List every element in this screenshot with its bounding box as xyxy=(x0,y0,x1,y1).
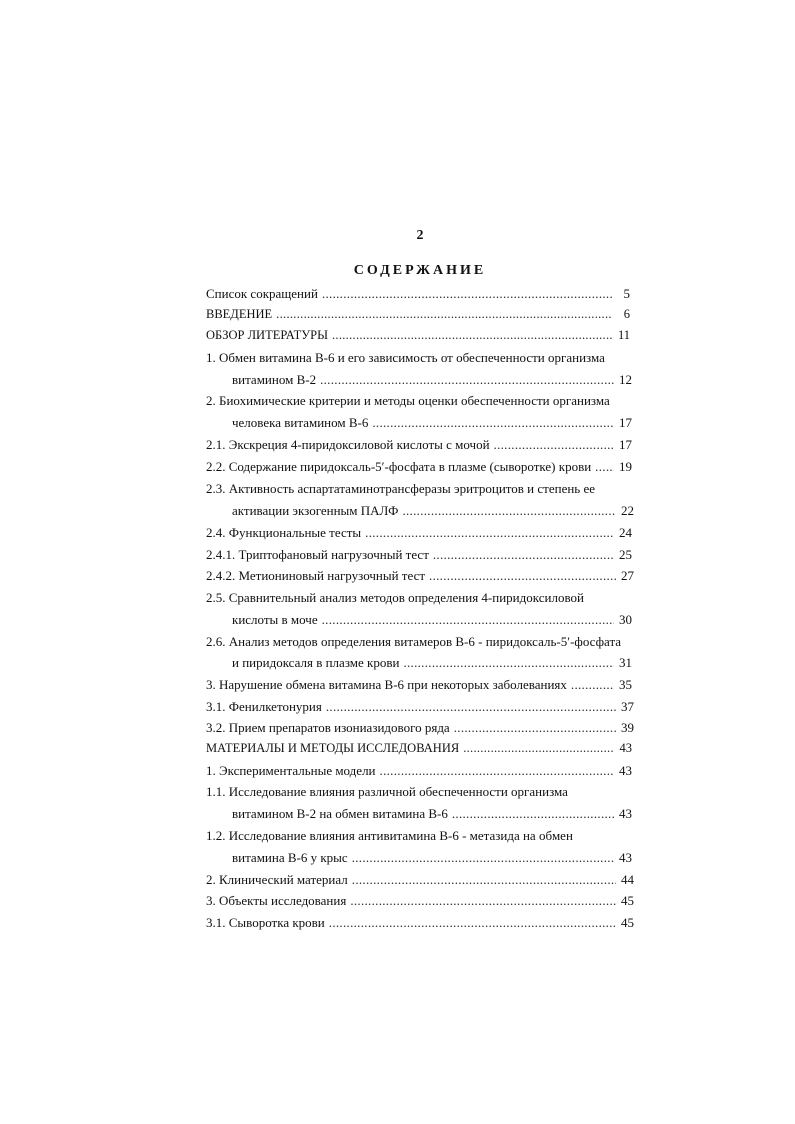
toc-leader-dots xyxy=(429,568,616,584)
toc-leader-dots xyxy=(380,763,614,779)
toc-entry xyxy=(232,806,632,824)
toc-entry-page: 6 xyxy=(623,307,630,321)
toc-leader-dots xyxy=(329,915,616,931)
toc-entry-page: 22 xyxy=(621,503,634,518)
toc-entry-page: 27 xyxy=(621,568,634,583)
toc-entry-title: 1. Экспериментальные модели xyxy=(206,763,376,778)
toc-leader-dots xyxy=(454,720,616,736)
page-number: 2 xyxy=(416,228,424,243)
toc-entry-first-line: 2.6. Анализ методов определения витамеров В-6 - пиридоксаль-5′-фосфата xyxy=(206,634,622,649)
toc-entry xyxy=(206,893,634,911)
toc-leader-dots xyxy=(494,437,614,453)
toc-leader-dots xyxy=(320,372,614,388)
toc-entry-page: 17 xyxy=(619,415,632,430)
toc-entry-title: МАТЕРИАЛЫ И МЕТОДЫ ИССЛЕДОВАНИЯ xyxy=(206,741,460,755)
toc-entry-page: 43 xyxy=(619,763,632,778)
toc-entry-first-line: 2.3. Активность аспартатаминотрансферазы эритроцитов и степень ее xyxy=(206,481,596,496)
toc-leader-dots xyxy=(571,677,614,693)
toc-leader-dots xyxy=(365,525,614,541)
toc-entry-page: 43 xyxy=(619,806,632,821)
toc-entry-title: активации экзогенным ПАЛФ xyxy=(232,503,399,518)
toc-entry-title: 3.1. Сыворотка крови xyxy=(206,915,325,930)
toc-entry-page: 37 xyxy=(621,699,634,714)
toc-leader-dots xyxy=(595,459,614,475)
toc-entry-page: 25 xyxy=(619,547,632,562)
toc-entry xyxy=(206,763,632,781)
toc-entry-page: 12 xyxy=(619,372,632,387)
toc-entry-page: 19 xyxy=(619,459,632,474)
toc-entry xyxy=(232,612,632,630)
toc-leader-dots xyxy=(463,741,614,756)
toc-entry-first-line: 2. Биохимические критерии и методы оценки обеспеченности организма xyxy=(206,393,610,408)
toc-entry xyxy=(232,655,632,673)
toc-leader-dots xyxy=(332,328,612,343)
toc-leader-dots xyxy=(276,307,612,322)
toc-entry xyxy=(206,437,632,455)
toc-leader-dots xyxy=(433,547,614,563)
toc-entry-title: и пиридоксаля в плазме крови xyxy=(232,655,400,670)
toc-leader-dots xyxy=(372,415,614,431)
toc-entry-title: 3. Объекты исследования xyxy=(206,893,347,908)
toc-entry-title: витамином В-2 на обмен витамина В-6 xyxy=(232,806,448,821)
toc-entry-title: 2.1. Экскреция 4-пиридоксиловой кислоты с мочой xyxy=(206,437,490,452)
toc-entry-title: 2. Клинический материал xyxy=(206,872,348,887)
toc-leader-dots xyxy=(403,655,614,671)
toc-leader-dots xyxy=(352,850,614,866)
toc-entry-page: 39 xyxy=(621,720,634,735)
toc-entry-page: 11 xyxy=(617,328,630,342)
toc-entry-title: ОБЗОР ЛИТЕРАТУРЫ xyxy=(206,328,328,342)
toc-entry-title: Список сокращений xyxy=(206,286,318,301)
toc-entry-title: 2.4.2. Метиониновый нагрузочный тест xyxy=(206,568,426,583)
toc-leader-dots xyxy=(352,872,616,888)
toc-leader-dots xyxy=(326,699,616,715)
toc-leader-dots xyxy=(322,286,612,302)
toc-entry-title: витамина В-6 у крыс xyxy=(232,850,348,865)
toc-entry xyxy=(206,286,630,304)
toc-entry-title: 3. Нарушение обмена витамина В-6 при некоторых заболеваниях xyxy=(206,677,567,692)
toc-entry-page: 43 xyxy=(619,741,632,755)
toc-entry xyxy=(206,525,632,543)
toc-entry-page: 45 xyxy=(621,893,634,908)
toc-entry-page: 5 xyxy=(623,286,630,301)
toc-entry-title: человека витамином В-6 xyxy=(232,415,369,430)
toc-entry-title: кислоты в моче xyxy=(232,612,318,627)
toc-entry-page: 24 xyxy=(619,525,632,540)
toc-entry-page: 43 xyxy=(619,850,632,865)
toc-entry xyxy=(206,328,630,346)
toc-entry-first-line: 1.1. Исследование влияния различной обеспеченности организма xyxy=(206,784,568,799)
toc-entry xyxy=(206,677,632,695)
toc-entry xyxy=(206,459,632,477)
toc-entry-title: 2.4.1. Триптофановый нагрузочный тест xyxy=(206,547,429,562)
toc-entry xyxy=(206,307,630,325)
toc-entry xyxy=(206,720,634,738)
toc-entry-first-line: 1. Обмен витамина В-6 и его зависимость от обеспеченности организма xyxy=(206,350,605,365)
toc-entry-page: 44 xyxy=(621,872,634,887)
toc-entry xyxy=(206,699,634,717)
toc-entry-first-line: 1.2. Исследование влияния антивитамина В-6 - метазида на обмен xyxy=(206,828,573,843)
toc-entry-page: 17 xyxy=(619,437,632,452)
toc-entry-page: 45 xyxy=(621,915,634,930)
toc-entry-first-line: 2.5. Сравнительный анализ методов определения 4-пиридоксиловой xyxy=(206,590,584,605)
toc-entry xyxy=(232,503,634,521)
toc-entry xyxy=(232,372,632,390)
toc-entry-title: 3.1. Фенилкетонурия xyxy=(206,699,322,714)
toc-entry-page: 35 xyxy=(619,677,632,692)
toc-entry xyxy=(206,915,634,933)
toc-entry xyxy=(206,872,634,890)
toc-entry-page: 31 xyxy=(619,655,632,670)
toc-entry-title: витамином В-2 xyxy=(232,372,317,387)
toc-entry-title: ВВЕДЕНИЕ xyxy=(206,307,273,321)
toc-leader-dots xyxy=(402,503,616,519)
toc-leader-dots xyxy=(350,893,616,909)
toc-entry-title: 2.2. Содержание пиридоксаль-5′-фосфата в плазме (сыворотке) крови xyxy=(206,459,592,474)
toc-leader-dots xyxy=(322,612,614,628)
toc-entry xyxy=(232,415,632,433)
toc-leader-dots xyxy=(452,806,614,822)
toc-entry xyxy=(206,568,634,586)
toc-entry-title: 2.4. Функциональные тесты xyxy=(206,525,362,540)
toc-entry xyxy=(206,547,632,565)
page-title: СОДЕРЖАНИЕ xyxy=(353,263,487,278)
toc-entry xyxy=(232,850,632,868)
toc-entry xyxy=(206,741,632,759)
toc-entry-page: 30 xyxy=(619,612,632,627)
toc-entry-title: 3.2. Прием препаратов изониазидового ряда xyxy=(206,720,450,735)
